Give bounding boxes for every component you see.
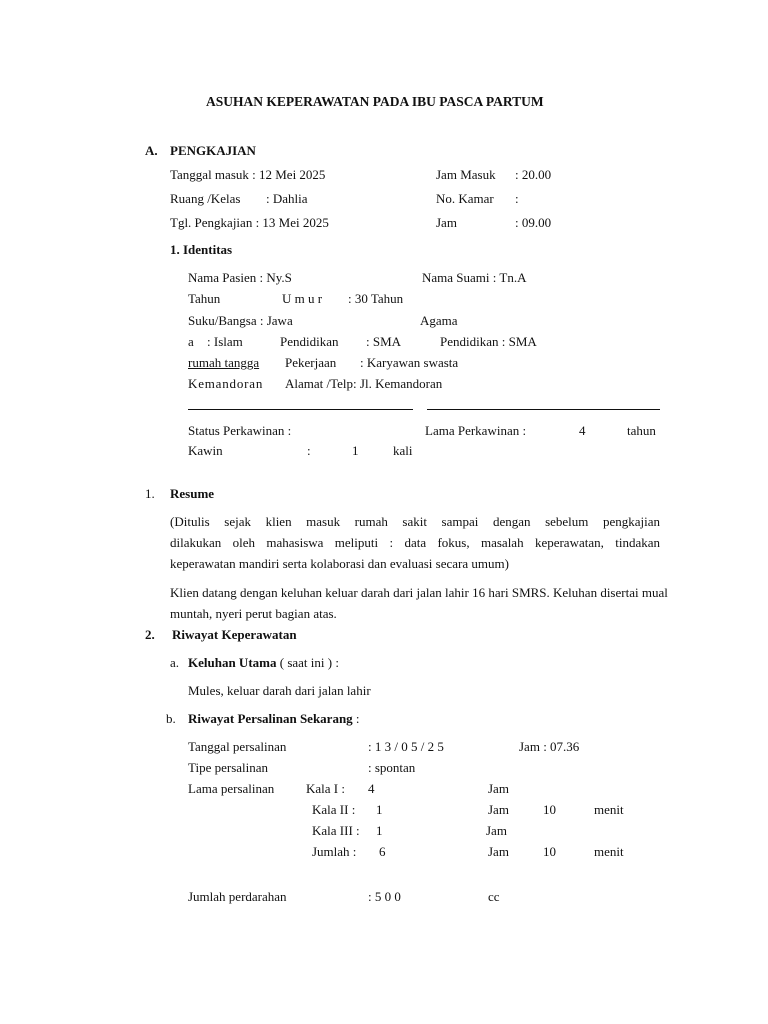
- pendidikan-2: Pendidikan : SMA: [440, 334, 537, 349]
- signature-line-left: [188, 409, 413, 410]
- tanggal-persalinan-jam: Jam : 07.36: [519, 739, 580, 754]
- ruang-label: Ruang /Kelas: [170, 191, 241, 206]
- jumlah-value: 6: [379, 844, 386, 859]
- agama-value: : Islam: [207, 334, 243, 349]
- lama-perkawinan-unit: tahun: [627, 423, 656, 438]
- jumlah-perdarahan-unit: cc: [488, 889, 500, 904]
- kala-2-menit-label: menit: [594, 802, 624, 817]
- resume-instruction-line-1: (Ditulis sejak klien masuk rumah sakit sampai dengan sebelum pengkajian: [170, 514, 660, 529]
- jam-masuk-label: Jam Masuk: [436, 167, 496, 182]
- suku-bangsa: Suku/Bangsa : Jawa: [188, 313, 293, 328]
- tahun-label: Tahun: [188, 291, 221, 306]
- kala-2-jam: Jam: [488, 802, 509, 817]
- jam-value: : 09.00: [515, 215, 552, 230]
- nama-pasien: Nama Pasien : Ny.S: [188, 270, 292, 285]
- kawin-value: 1: [352, 443, 359, 458]
- no-kamar-value: :: [515, 191, 519, 206]
- lama-persalinan-label: Lama persalinan: [188, 781, 275, 796]
- keluhan-utama-note: ( saat ini ) :: [276, 655, 339, 670]
- kawin-unit: kali: [393, 443, 413, 458]
- kala-3-value: 1: [376, 823, 383, 838]
- jam-masuk-value: : 20.00: [515, 167, 552, 182]
- jumlah-jam: Jam: [488, 844, 509, 859]
- kala-2-menit-value: 10: [543, 802, 556, 817]
- keluhan-utama-text: Mules, keluar darah dari jalan lahir: [188, 683, 371, 698]
- kala-3-label: Kala III :: [312, 823, 360, 838]
- keluhan-letter: a.: [170, 655, 180, 670]
- section-a-letter: A.: [145, 143, 158, 158]
- resume-body-line-1: Klien datang dengan keluhan keluar darah dari jalan lahir 16 hari SMRS. Keluhan disertai mual: [170, 585, 668, 600]
- document-title: ASUHAN KEPERAWATAN PADA IBU PASCA PARTUM: [206, 94, 544, 109]
- resume-number: 1.: [145, 486, 155, 501]
- section-a-heading: PENGKAJIAN: [170, 143, 256, 158]
- jumlah-perdarahan-value: : 5 0 0: [368, 889, 401, 904]
- pekerjaan-value: : Karyawan swasta: [360, 355, 459, 370]
- agama-a: a: [188, 334, 194, 349]
- tipe-persalinan-label: Tipe persalinan: [188, 760, 269, 775]
- status-perkawinan-label: Status Perkawinan :: [188, 423, 292, 438]
- lama-perkawinan-label: Lama Perkawinan :: [425, 423, 527, 438]
- tgl-pengkajian: Tgl. Pengkajian : 13 Mei 2025: [170, 215, 329, 230]
- alamat: Alamat /Telp: Jl. Kemandoran: [285, 376, 443, 391]
- tipe-persalinan-value: : spontan: [368, 760, 416, 775]
- jumlah-menit-value: 10: [543, 844, 556, 859]
- umur-label: U m u r: [282, 291, 323, 306]
- resume-heading: Resume: [170, 486, 215, 501]
- persalinan-letter: b.: [166, 711, 176, 726]
- keluhan-utama-heading: [188, 655, 339, 671]
- resume-body-line-2: muntah, nyeri perut bagian atas.: [170, 606, 337, 621]
- ruang-value: : Dahlia: [266, 191, 308, 206]
- kala-2-label: Kala II :: [312, 802, 356, 817]
- signature-line-right: [427, 409, 660, 410]
- identitas-heading: 1. Identitas: [170, 242, 233, 257]
- jam-label: Jam: [436, 215, 457, 230]
- pendidikan-1-label: Pendidikan: [280, 334, 339, 349]
- tanggal-masuk: Tanggal masuk : 12 Mei 2025: [170, 167, 326, 182]
- kala-1-jam: Jam: [488, 781, 509, 796]
- kala-1-label: Kala I :: [306, 781, 345, 796]
- tanggal-persalinan-label: Tanggal persalinan: [188, 739, 287, 754]
- pekerjaan-label: Pekerjaan: [285, 355, 337, 370]
- riwayat-number: 2.: [145, 627, 155, 642]
- kala-1-value: 4: [368, 781, 375, 796]
- pendidikan-1-value: : SMA: [366, 334, 402, 349]
- keluhan-utama-title: Keluhan Utama: [188, 655, 277, 670]
- kala-2-value: 1: [376, 802, 383, 817]
- rumah-tangga: rumah tangga: [188, 355, 260, 370]
- jumlah-menit-label: menit: [594, 844, 624, 859]
- kawin-label: Kawin: [188, 443, 223, 458]
- lama-perkawinan-value: 4: [579, 423, 586, 438]
- riwayat-persalinan-colon: :: [352, 711, 360, 726]
- kemandoran: Kemandoran: [188, 376, 264, 391]
- umur-value: : 30 Tahun: [348, 291, 404, 306]
- agama-label: Agama: [420, 313, 458, 328]
- jumlah-perdarahan-label: Jumlah perdarahan: [188, 889, 287, 904]
- riwayat-persalinan-heading: [188, 711, 360, 727]
- nama-suami: Nama Suami : Tn.A: [422, 270, 527, 285]
- kala-3-jam: Jam: [486, 823, 507, 838]
- riwayat-persalinan-title: Riwayat Persalinan Sekarang: [188, 711, 353, 726]
- kawin-colon: :: [307, 443, 311, 458]
- tanggal-persalinan-value: : 1 3 / 0 5 / 2 5: [368, 739, 444, 754]
- riwayat-heading: Riwayat Keperawatan: [172, 627, 297, 642]
- resume-instruction-line-2: dilakukan oleh mahasiswa meliputi : data fokus, masalah keperawatan, tindakan: [170, 535, 660, 550]
- resume-instruction-line-3: keperawatan mandiri serta kolaborasi dan evaluasi secara umum): [170, 556, 509, 571]
- jumlah-label: Jumlah :: [312, 844, 357, 859]
- no-kamar-label: No. Kamar: [436, 191, 494, 206]
